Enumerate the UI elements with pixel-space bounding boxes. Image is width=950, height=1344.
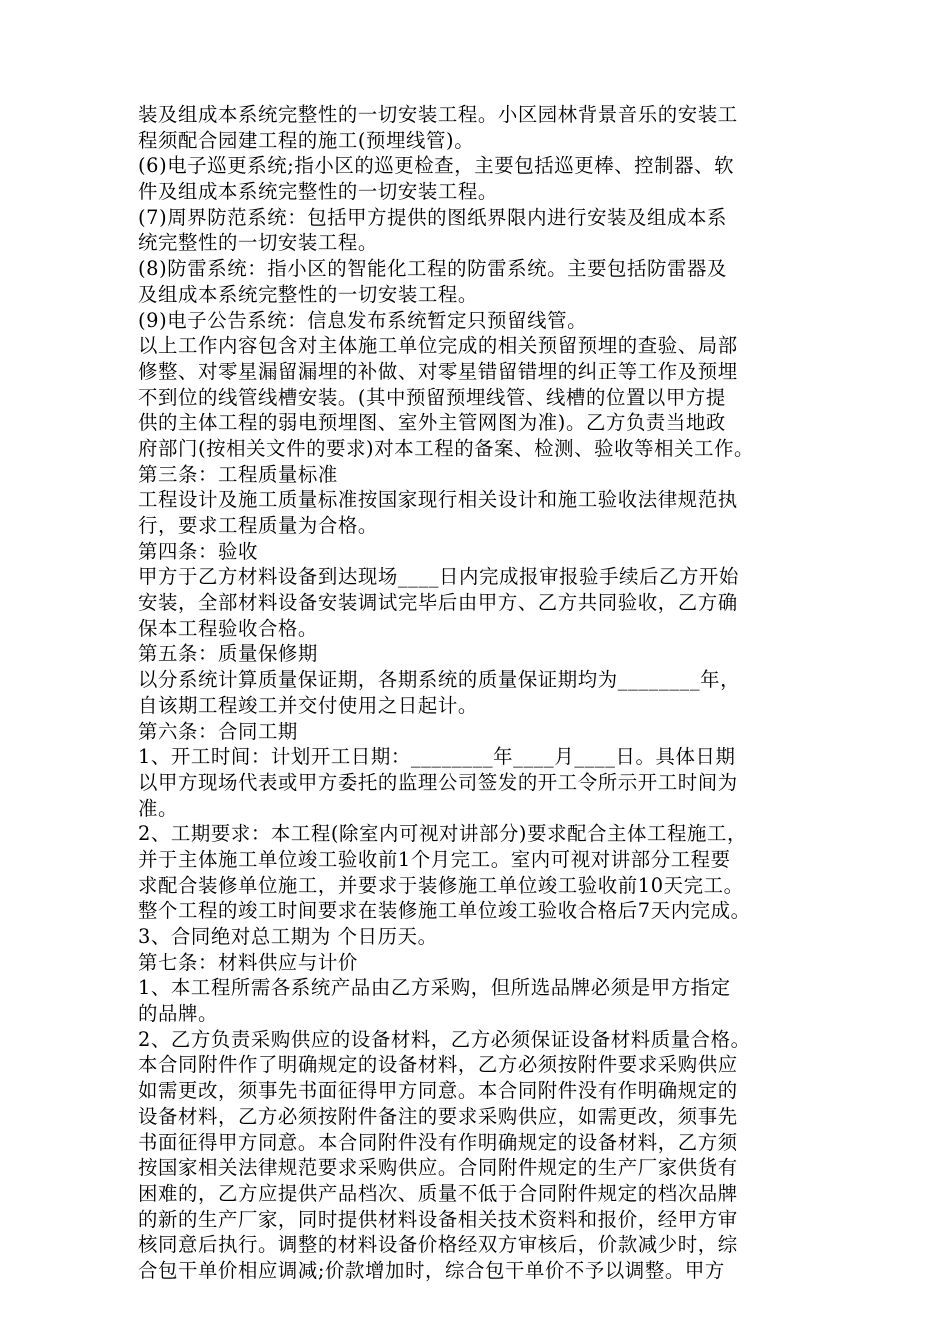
text-line: 困难的，乙方应提供产品档次、质量不低于合同附件规定的档次品牌 [138, 1181, 738, 1205]
section-heading: 第六条：合同工期 [138, 719, 298, 743]
text-line: 装及组成本系统完整性的一切安装工程。小区园林背景音乐的安装工 [138, 103, 738, 126]
text-line: 合包干单价相应调减;价款增加时，综合包干单价不予以调整。甲方 [138, 1258, 725, 1282]
text-line: 自该期工程竣工并交付使用之日起计。 [138, 693, 478, 717]
text-line: 按国家相关法律规范要求采购供应。合同附件规定的生产厂家供货有 [138, 1156, 738, 1180]
text-line: 本合同附件作了明确规定的设备材料，乙方必须按附件要求采购供应 [138, 1053, 738, 1077]
text-line: 求配合装修单位施工，并要求于装修施工单位竣工验收前10天完工。 [138, 873, 744, 897]
text-line: (9)电子公告系统：信息发布系统暂定只预留线管。 [138, 308, 588, 332]
text-line: 1、开工时间：计划开工日期：________年____月____日。具体日期 [138, 745, 736, 769]
text-line: 并于主体施工单位竣工验收前1个月完工。室内可视对讲部分工程要 [138, 847, 731, 871]
document-page [138, 102, 828, 1284]
text-line: (6)电子巡更系统;指小区的巡更检查，主要包括巡更棒、控制器、软 [138, 154, 735, 178]
text-line: 2、工期要求：本工程(除室内可视对讲部分)要求配合主体工程施工， [138, 822, 747, 846]
text-line: 甲方于乙方材料设备到达现场____日内完成报审报验手续后乙方开始 [138, 565, 739, 589]
text-line: 件及组成本系统完整性的一切安装工程。 [138, 180, 498, 204]
text-line: 的新的生产厂家，同时提供材料设备相关技术资料和报价，经甲方审 [138, 1207, 738, 1231]
text-line: 整个工程的竣工时间要求在装修施工单位竣工验收合格后7天内完成。 [138, 899, 751, 923]
text-line: 供的主体工程的弱电预埋图、室外主管网图为准)。乙方负责当地政 [138, 411, 726, 435]
text-line: 行，要求工程质量为合格。 [138, 514, 378, 537]
text-line: 工程设计及施工质量标准按国家现行相关设计和施工验收法律规范执 [138, 488, 738, 512]
section-heading: 第五条：质量保修期 [138, 642, 318, 666]
text-line: (8)防雷系统：指小区的智能化工程的防雷系统。主要包括防雷器及 [138, 257, 728, 281]
text-line: 以上工作内容包含对主体施工单位完成的相关预留预埋的查验、局部 [138, 334, 738, 358]
text-line: 修整、对零星漏留漏埋的补做、对零星错留错埋的纠正等工作及预埋 [138, 359, 738, 383]
text-line: 统完整性的一切安装工程。 [138, 231, 378, 255]
text-line: 不到位的线管线槽安装。(其中预留预埋线管、线槽的位置以甲方提 [138, 385, 726, 409]
section-heading: 第七条：材料供应与计价 [138, 950, 358, 974]
text-line: 及组成本系统完整性的一切安装工程。 [138, 282, 478, 306]
text-line: 设备材料，乙方必须按附件备注的要求采购供应，如需更改，须事先 [138, 1104, 738, 1128]
text-line: (7)周界防范系统：包括甲方提供的图纸界限内进行安装及组成本系 [138, 205, 728, 229]
text-line: 以分系统计算质量保证期，各期系统的质量保证期均为________年， [138, 668, 741, 692]
section-heading: 第四条：验收 [138, 539, 258, 563]
text-line: 的品牌。 [138, 1002, 218, 1026]
text-line: 书面征得甲方同意。本合同附件没有作明确规定的设备材料，乙方须 [138, 1130, 738, 1154]
text-line: 2、乙方负责采购供应的设备材料，乙方必须保证设备材料质量合格。 [138, 1027, 751, 1051]
section-heading: 第三条：工程质量标准 [138, 462, 338, 486]
text-line: 1、本工程所需各系统产品由乙方采购，但所选品牌必须是甲方指定 [138, 976, 731, 1000]
text-line: 如需更改，须事先书面征得甲方同意。本合同附件没有作明确规定的 [138, 1079, 738, 1103]
text-line: 保本工程验收合格。 [138, 616, 318, 640]
text-line: 程须配合园建工程的施工(预埋线管)。 [138, 128, 475, 152]
text-line: 准。 [138, 796, 178, 820]
text-line: 安装，全部材料设备安装调试完毕后由甲方、乙方共同验收，乙方确 [138, 591, 738, 615]
text-line: 3、合同绝对总工期为 个日历天。 [138, 925, 438, 948]
text-line: 核同意后执行。调整的材料设备价格经双方审核后，价款减少时，综 [138, 1233, 738, 1257]
text-line: 以甲方现场代表或甲方委托的监理公司签发的开工令所示开工时间为 [138, 770, 738, 794]
text-line: 府部门(按相关文件的要求)对本工程的备案、检测、验收等相关工作。 [138, 436, 755, 460]
